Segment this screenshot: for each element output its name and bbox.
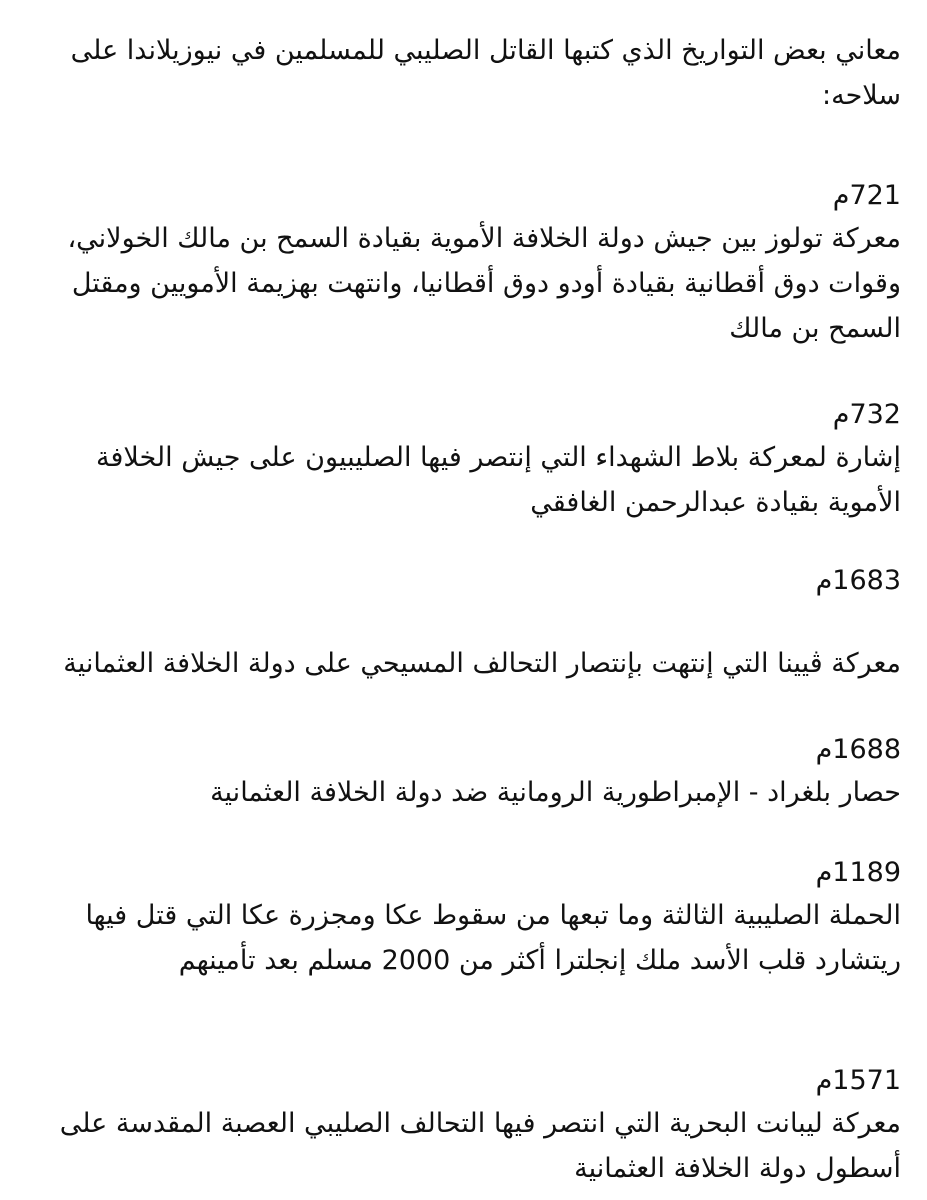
- entry-year: 732م: [832, 399, 901, 430]
- entry-description: إشارة لمعركة بلاط الشهداء التي إنتصر فيها الصليبيون على جيش الخلافة الأموية بقيادة عبدالرحمن الغافقي: [95, 442, 901, 518]
- entry-description: الحملة الصليبية الثالثة وما تبعها من سقوط عكا ومجزرة عكا التي قتل فيها ريتشارد قلب الأسد ملك إنجلترا أكثر من 2000 مسلم بعد تأمينهم: [85, 900, 901, 976]
- date-entry: [40, 395, 901, 525]
- entry-description: معركة تولوز بين جيش دولة الخلافة الأموية بقيادة السمح بن مالك الخولاني، وقوات دوق أقطانية بقيادة أودو دوق أقطانيا، وانتهت بهزيمة الأمويين ومقتل السمح بن مالك: [67, 223, 901, 344]
- entry-year: 1571م: [815, 1065, 901, 1096]
- entry-description: حصار بلغراد - الإمبراطورية الرومانية ضد دولة الخلافة العثمانية: [210, 777, 901, 808]
- entry-year: 1189م: [815, 857, 901, 888]
- entry-year: 1688م: [815, 734, 901, 765]
- date-entry: [40, 1061, 901, 1191]
- date-entry: [40, 853, 901, 983]
- intro-paragraph: معاني بعض التواريخ الذي كتبها القاتل الصليبي للمسلمين في نيوزيلاندا على سلاحه:: [70, 35, 901, 111]
- date-entry: [40, 561, 901, 686]
- entry-year: 721م: [832, 180, 901, 211]
- entry-description: معركة ڤيينا التي إنتهت بإنتصار التحالف المسيحي على دولة الخلافة العثمانية: [63, 648, 901, 679]
- date-entry: [40, 176, 901, 351]
- entry-description: معركة ليبانت البحرية التي انتصر فيها التحالف الصليبي العصبة المقدسة على أسطول دولة الخلافة العثمانية: [59, 1108, 901, 1184]
- entry-year: 1683م: [815, 565, 901, 596]
- date-entry: [40, 730, 901, 815]
